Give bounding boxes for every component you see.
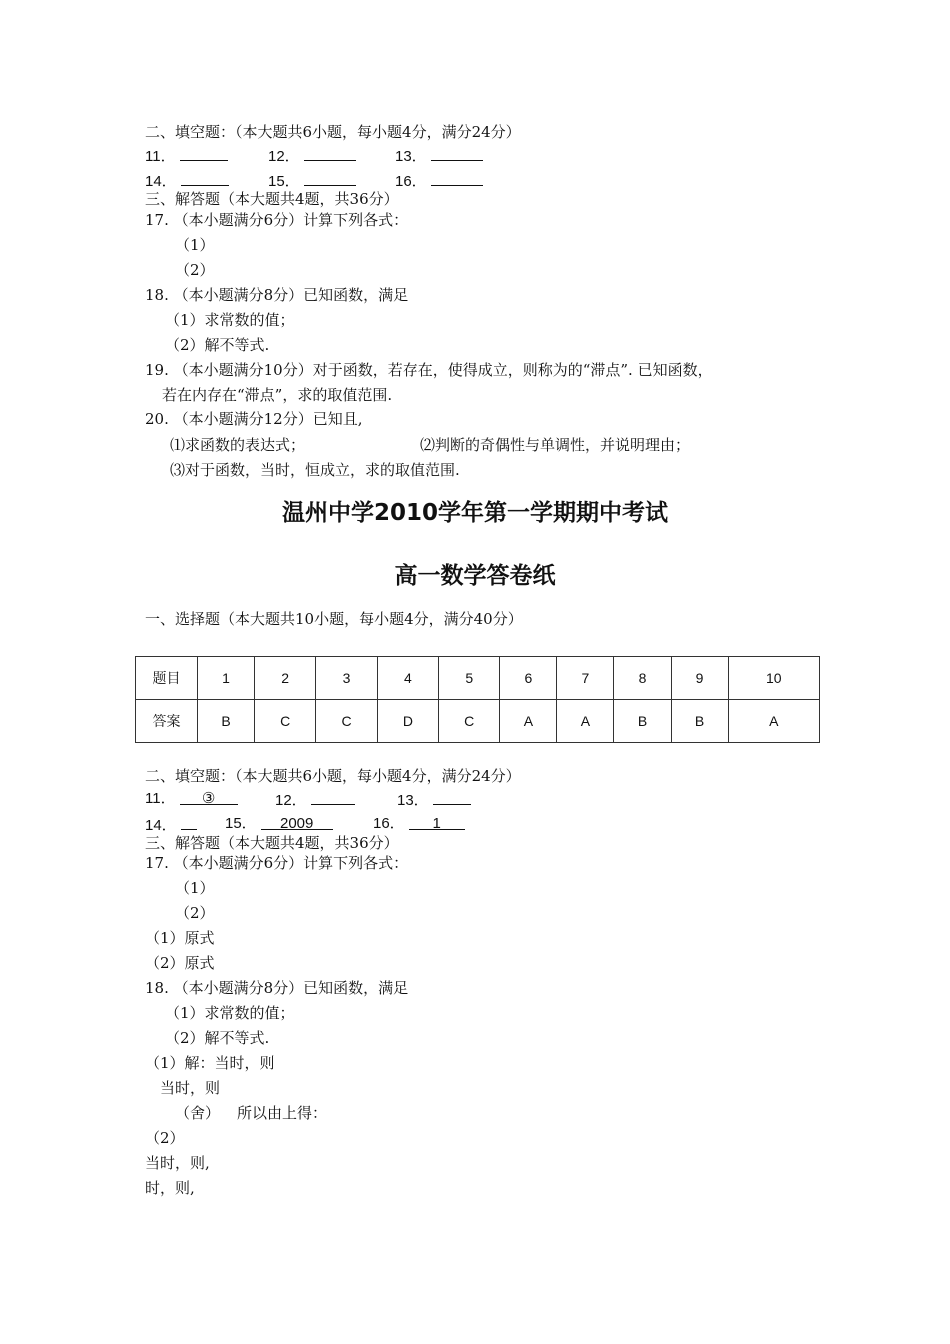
question-19-cont: 若在内存在“滞点”，求的取值范围.: [162, 386, 393, 404]
fill-answer-12: 12．: [275, 789, 355, 811]
table-cell-number: 2: [255, 657, 316, 700]
table-cell-answer: C: [255, 700, 316, 743]
answer-table: [135, 656, 820, 743]
table-cell-answer: D: [377, 700, 438, 743]
solution-18-rejected: （舍）: [175, 1104, 221, 1122]
solve-heading-answers: 三、解答题（本大题共4题，共36分）: [145, 834, 399, 852]
fill-item-16: 16．: [395, 170, 483, 192]
choice-heading: 一、选择题（本大题共10小题，每小题4分，满分40分）: [145, 610, 523, 628]
table-cell-answer: A: [557, 700, 614, 743]
question-17: 17. （本小题满分6分）计算下列各式：: [145, 211, 409, 229]
answer-question-17-part1: （1）: [175, 879, 215, 897]
fill-answer-14: 14．: [145, 814, 197, 836]
table-cell-answer: B: [614, 700, 671, 743]
table-cell-answer: B: [671, 700, 728, 743]
table-cell-number: 4: [377, 657, 438, 700]
answer-question-18-part1: （1）求常数的值；: [165, 1004, 295, 1022]
question-18-part1: （1）求常数的值；: [165, 311, 295, 329]
solution-18-conclusion: 所以由上得：: [237, 1104, 328, 1122]
solution-18-line3: 当时，则,: [145, 1154, 210, 1172]
table-cell-answer: A: [500, 700, 557, 743]
answer-question-18: 18. （本小题满分8分）已知函数，满足: [145, 979, 409, 997]
question-20: 20. （本小题满分12分）已知且,: [145, 410, 363, 428]
table-cell-number: 8: [614, 657, 671, 700]
answer-question-18-part2: （2）解不等式.: [165, 1029, 270, 1047]
solution-18-line2: 当时，则: [160, 1079, 221, 1097]
solution-17-part1: （1）原式: [145, 929, 215, 947]
fill-heading-answers: 二、填空题：（本大题共6小题，每小题4分，满分24分）: [145, 767, 521, 785]
solve-heading: 三、解答题（本大题共4题，共36分）: [145, 190, 399, 208]
question-19: 19. （本小题满分10分）对于函数，若存在，使得成立，则称为的“滞点”. 已知函数，: [145, 361, 713, 379]
table-cell-number: 10: [728, 657, 819, 700]
fill-item-13: 13．: [395, 145, 483, 167]
table-header-answer: 答案: [136, 700, 198, 743]
fill-item-14: 14．: [145, 170, 229, 192]
answer-question-17-part2: （2）: [175, 904, 215, 922]
solution-18-part2: （2）: [145, 1129, 185, 1147]
table-cell-number: 1: [198, 657, 255, 700]
question-17-part2: （2）: [175, 261, 215, 279]
table-cell-number: 3: [316, 657, 377, 700]
table-cell-answer: A: [728, 700, 819, 743]
question-18: 18. （本小题满分8分）已知函数，满足: [145, 286, 409, 304]
table-cell-answer: C: [439, 700, 500, 743]
solution-18-line4: 时，则,: [145, 1179, 195, 1197]
solution-17-part2: （2）原式: [145, 954, 215, 972]
table-header-question: 题目: [136, 657, 198, 700]
table-cell-number: 7: [557, 657, 614, 700]
fill-answer-11: 11． ③: [145, 789, 238, 809]
fill-item-15: 15．: [268, 170, 356, 192]
table-row-answers: [136, 700, 820, 743]
answer-sheet-subtitle: 高一数学答卷纸: [394, 563, 556, 589]
fill-answer-15: 15． 2009: [225, 814, 333, 834]
fill-heading: 二、填空题：（本大题共6小题，每小题4分，满分24分）: [145, 123, 521, 141]
answer-question-17: 17. （本小题满分6分）计算下列各式：: [145, 854, 409, 872]
table-cell-answer: B: [198, 700, 255, 743]
table-cell-answer: C: [316, 700, 377, 743]
table-cell-number: 5: [439, 657, 500, 700]
table-cell-number: 9: [671, 657, 728, 700]
question-18-part2: （2）解不等式.: [165, 336, 270, 354]
question-20-part2: ⑵判断的奇偶性与单调性，并说明理由；: [420, 436, 691, 454]
fill-answer-13: 13．: [397, 789, 471, 811]
answer-sheet-title: 温州中学2010学年第一学期期中考试: [281, 500, 668, 526]
question-20-part3: ⑶对于函数，当时，恒成立，求的取值范围.: [170, 461, 460, 479]
fill-item-11: 11．: [145, 145, 228, 167]
fill-answer-16: 16． 1: [373, 814, 465, 834]
table-cell-number: 6: [500, 657, 557, 700]
table-row-numbers: [136, 657, 820, 700]
question-20-part1: ⑴求函数的表达式；: [170, 436, 306, 454]
solution-18-line1: （1）解：当时，则: [145, 1054, 275, 1072]
question-17-part1: （1）: [175, 236, 215, 254]
fill-item-12: 12．: [268, 145, 356, 167]
